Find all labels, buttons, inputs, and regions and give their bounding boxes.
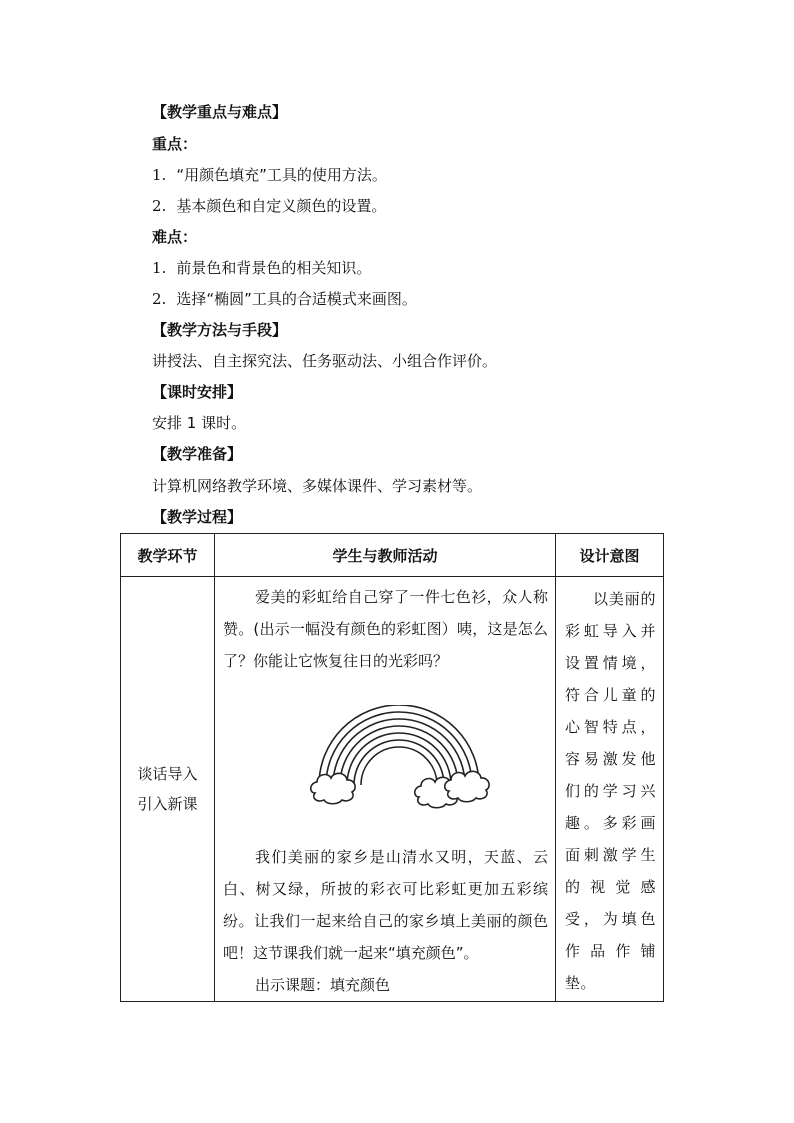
activity-cell: [215, 577, 556, 1002]
heading-schedule: 【课时安排】: [152, 383, 243, 401]
item-number: 2.: [152, 197, 167, 215]
difficulty-item-1: [152, 258, 371, 278]
stage-line-1: 谈话导入: [137, 765, 198, 783]
item-text: 选择“椭圆”工具的合适模式来画图。: [176, 290, 417, 308]
label-difficulty: 难点：: [152, 228, 198, 246]
item-number: 1.: [152, 259, 167, 277]
activity-paragraph-3: 出示课题：填充颜色: [255, 976, 391, 994]
intent-cell: [556, 577, 664, 1002]
schedule-text: 安排 1 课时。: [152, 414, 247, 432]
heading-preparation: 【教学准备】: [152, 445, 243, 463]
teaching-process-table: [120, 533, 664, 1002]
label-focus: 重点：: [152, 135, 198, 153]
activity-paragraph-1: 爱美的彩虹给自己穿了一件七色衫，众人称赞。(出示一幅没有颜色的彩虹图）咦，这是怎么了？你能让它恢复往日的光彩吗？: [223, 588, 548, 670]
table-header-row: [121, 534, 664, 577]
rainbow-outline-icon: [309, 705, 491, 817]
item-number: 2.: [152, 290, 167, 308]
methods-text: 讲授法、自主探究法、任务驱动法、小组合作评价。: [152, 352, 498, 370]
heading-key-points: 【教学重点与难点】: [152, 103, 288, 121]
focus-item-1: [152, 165, 387, 185]
item-text: 基本颜色和自定义颜色的设置。: [176, 197, 387, 215]
rainbow-illustration: [215, 705, 555, 817]
intent-text: 以美丽的彩虹导入并设置情境，符合儿童的心智特点，容易激发他们的学习兴趣。多彩画面刺激学生的视觉感受，为填色作品作铺垫。: [565, 590, 656, 992]
stage-cell: [121, 577, 215, 1002]
activity-paragraph-2: 我们美丽的家乡是山清水又明，天蓝、云白、树又绿，所披的彩衣可比彩虹更加五彩缤纷。让我们一起来给自己的家乡填上美丽的颜色吧！这节课我们就一起来“填充颜色”。: [223, 848, 548, 962]
item-number: 1.: [152, 166, 167, 184]
heading-process: 【教学过程】: [152, 508, 243, 526]
header-intent: 设计意图: [556, 534, 664, 577]
focus-item-2: [152, 196, 386, 216]
header-activity: 学生与教师活动: [215, 534, 556, 577]
preparation-text: 计算机网络教学环境、多媒体课件、学习素材等。: [152, 477, 483, 495]
item-text: “用颜色填充”工具的使用方法。: [176, 166, 387, 184]
header-stage: 教学环节: [121, 534, 215, 577]
item-text: 前景色和背景色的相关知识。: [176, 259, 372, 277]
difficulty-item-2: [152, 289, 417, 309]
table-row: [121, 577, 664, 1002]
stage-line-2: 引入新课: [137, 795, 198, 813]
heading-methods: 【教学方法与手段】: [152, 321, 288, 339]
